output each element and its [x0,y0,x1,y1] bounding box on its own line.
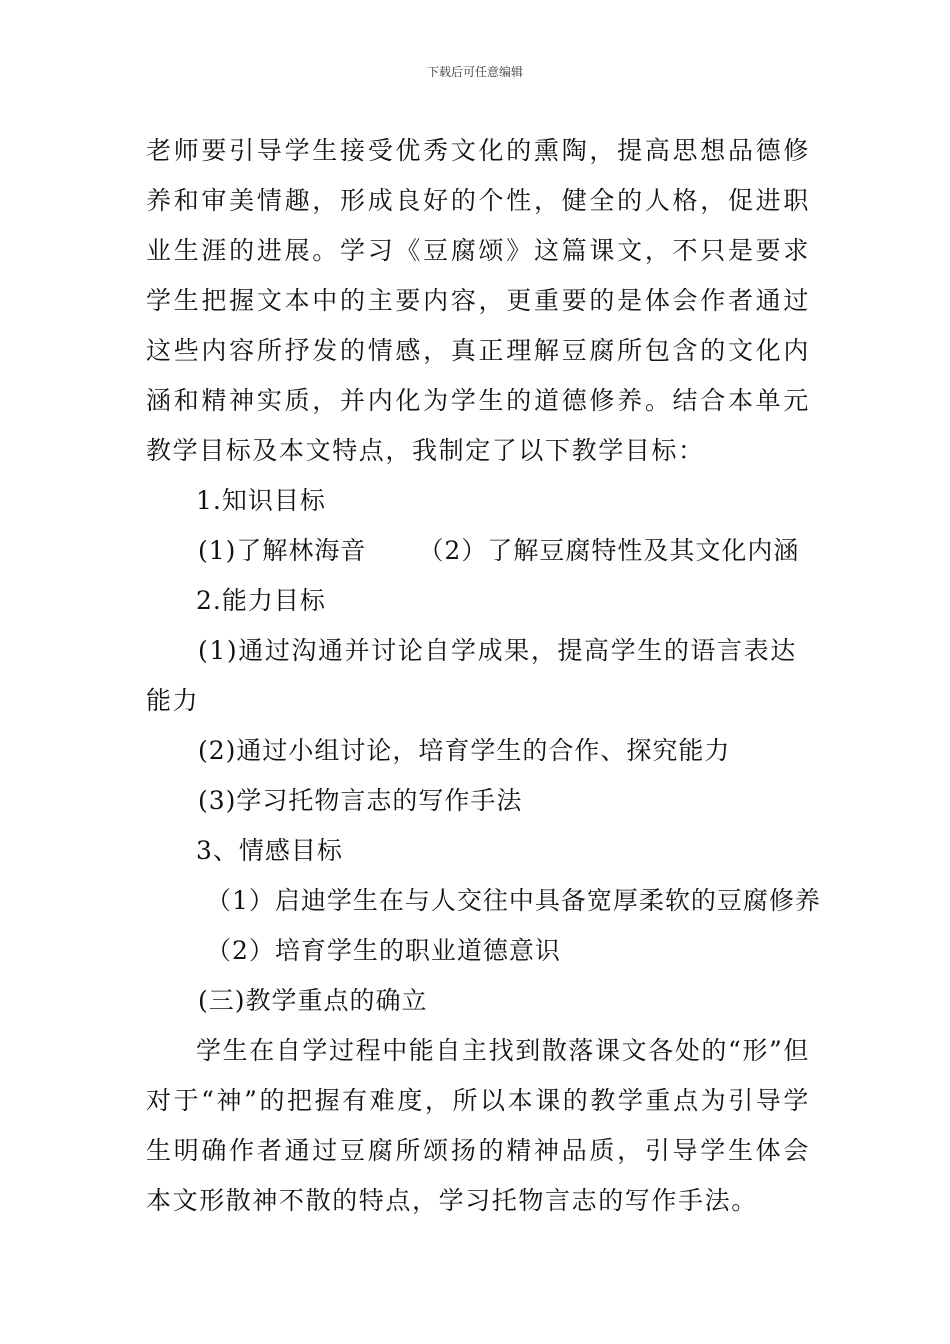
section3-title: (三)教学重点的确立 [198,986,428,1015]
goal1-items [146,526,810,576]
goal3-item1: （1）启迪学生在与人交往中具备宽厚柔软的豆腐修养 [206,886,821,915]
goal2-item2: (2)通过小组讨论，培育学生的合作、探究能力 [198,736,731,765]
intro-paragraph: 老师要引导学生接受优秀文化的熏陶，提高思想品德修养和审美情趣，形成良好的个性，健全的人格，促进职业生涯的进展。学习《豆腐颂》这篇课文，不只是要求学生把握文本中的主要内容，更重要的是体会作者通过这些内容所抒发的情感，真正理解豆腐所包含的文化内涵和精神实质，并内化为学生的道德修养。结合本单元教学目标及本文特点，我制定了以下教学目标： [146,136,810,465]
goal2-title: 2.能力目标 [196,586,326,615]
goal1-item1: (1)了解林海音 [198,536,367,565]
goal3-item2: （2）培育学生的职业道德意识 [206,936,561,965]
goal1-item2: （2）了解豆腐特性及其文化内涵 [418,536,800,565]
goal1-title: 1.知识目标 [196,486,326,515]
goal2-item1: (1)通过沟通并讨论自学成果，提高学生的语言表达能力 [146,636,797,715]
page-header: 下载后可任意编辑 [426,65,523,79]
goal3-title: 3、情感目标 [196,836,343,865]
goal2-item3: (3)学习托物言志的写作手法 [198,786,523,815]
section3-paragraph: 学生在自学过程中能自主找到散落课文各处的“形”但对于“神”的把握有难度，所以本课的教学重点为引导学生明确作者通过豆腐所颂扬的精神品质，引导学生体会本文形散神不散的特点，学习托物言志的写作手法。 [146,1036,810,1215]
document-body [146,126,821,1226]
